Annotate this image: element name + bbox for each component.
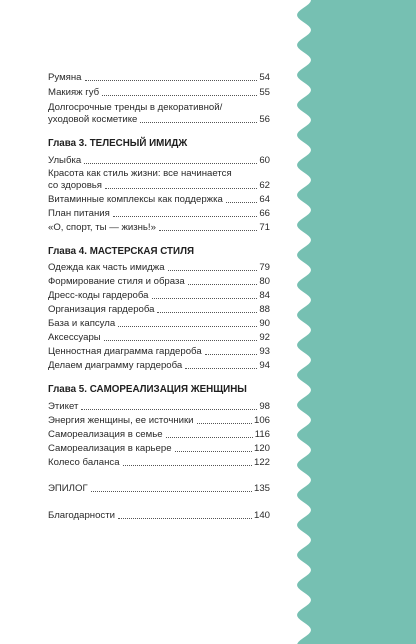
- toc-entry-page: 92: [259, 332, 270, 343]
- toc-entry: [48, 262, 270, 274]
- toc-entry-page: 122: [253, 457, 270, 468]
- toc-entry-title-line2: уходовой косметике: [48, 114, 138, 125]
- toc-entry-page: 84: [259, 290, 270, 301]
- toc-entry-page: 54: [259, 72, 270, 83]
- toc-entry: [48, 304, 270, 316]
- toc-entry: [48, 72, 270, 84]
- toc-entry-title: Румяна: [48, 72, 82, 83]
- dot-leader: [123, 465, 252, 466]
- dot-leader: [85, 80, 258, 81]
- dot-leader: [157, 312, 257, 313]
- toc-entry-title: Макияж губ: [48, 87, 100, 98]
- dot-leader: [168, 270, 258, 271]
- toc-entry-page: 60: [259, 155, 270, 166]
- toc-entry: [48, 180, 270, 192]
- toc-entry-page: 64: [259, 194, 270, 205]
- dot-leader: [152, 298, 258, 299]
- toc-entry-title: Аксессуары: [48, 332, 101, 343]
- toc-entry-page: 106: [253, 415, 270, 426]
- toc-entry-epilogue: [48, 483, 270, 495]
- toc-entry-title: Витаминные комплексы как поддержка: [48, 194, 223, 205]
- dot-leader: [118, 518, 252, 519]
- toc-entry-title: База и капсула: [48, 318, 116, 329]
- toc-entry: [48, 429, 270, 441]
- toc-entry-title: Самореализация в семье: [48, 429, 163, 440]
- dot-leader: [197, 423, 252, 424]
- toc-entry: [48, 276, 270, 288]
- toc-entry: [48, 401, 270, 413]
- toc-entry: [48, 208, 270, 220]
- toc-entry-title: Формирование стиля и образа: [48, 276, 185, 287]
- toc-entry-title: Ценностная диаграмма гардероба: [48, 346, 202, 357]
- toc-entry-page: 88: [259, 304, 270, 315]
- toc-entry-page: 80: [259, 276, 270, 287]
- toc-entry-page: 56: [259, 114, 270, 125]
- toc-entry-page: 71: [259, 222, 270, 233]
- dot-leader: [185, 368, 257, 369]
- toc-entry-acknowledgements: [48, 510, 270, 522]
- toc-entry-title: «О, спорт, ты — жизнь!»: [48, 222, 156, 233]
- toc-entry: [48, 318, 270, 330]
- toc-entry-title: Самореализация в карьере: [48, 443, 172, 454]
- toc-entry-title: План питания: [48, 208, 110, 219]
- dot-leader: [113, 216, 258, 217]
- toc-entry: [48, 87, 270, 99]
- dot-leader: [102, 95, 257, 96]
- toc-entry-title: Колесо баланса: [48, 457, 120, 468]
- toc-entry-title-line1: Долгосрочные тренды в декоративной/: [48, 102, 223, 113]
- chapter-heading: Глава 3. ТЕЛЕСНЫЙ ИМИДЖ: [48, 138, 188, 149]
- toc-entry: [48, 443, 270, 455]
- dot-leader: [81, 409, 257, 410]
- toc-entry-title: Благодарности: [48, 510, 115, 521]
- dot-leader: [105, 188, 257, 189]
- toc-entry-page: 98: [259, 401, 270, 412]
- dot-leader: [118, 326, 257, 327]
- toc-entry: [48, 346, 270, 358]
- dot-leader: [104, 340, 258, 341]
- chapter-heading: Глава 4. МАСТЕРСКАЯ СТИЛЯ: [48, 246, 194, 257]
- toc-entry-title: Улыбка: [48, 155, 82, 166]
- toc-entry-page: 135: [253, 483, 270, 494]
- toc-entry-title: Энергия женщины, ее источники: [48, 415, 194, 426]
- toc-entry: [48, 457, 270, 469]
- toc-entry-page: 93: [259, 346, 270, 357]
- toc-entry-title: Дресс-коды гардероба: [48, 290, 149, 301]
- dot-leader: [188, 284, 258, 285]
- toc-entry-title: ЭПИЛОГ: [48, 483, 88, 494]
- dot-leader: [159, 230, 257, 231]
- toc-entry: [48, 290, 270, 302]
- toc-entry: [48, 415, 270, 427]
- dot-leader: [205, 354, 258, 355]
- toc-entry-page: 79: [259, 262, 270, 273]
- toc-entry-page: 55: [259, 87, 270, 98]
- toc-entry-page: 140: [253, 510, 270, 521]
- toc-entry: [48, 155, 270, 167]
- toc-entry: [48, 194, 270, 206]
- toc-entry: [48, 360, 270, 372]
- toc-entry-title-line2: со здоровья: [48, 180, 102, 191]
- dot-leader: [91, 491, 252, 492]
- dot-leader: [140, 122, 257, 123]
- toc-entry-page: 120: [253, 443, 270, 454]
- dot-leader: [226, 202, 258, 203]
- dot-leader: [166, 437, 253, 438]
- toc-entry-title: Делаем диаграмму гардероба: [48, 360, 183, 371]
- toc-entry: [48, 114, 270, 126]
- toc-entry-page: 66: [259, 208, 270, 219]
- toc-entry-page: 116: [254, 429, 270, 440]
- toc-entry-title: Одежда как часть имиджа: [48, 262, 165, 273]
- dot-leader: [84, 163, 257, 164]
- dot-leader: [175, 451, 252, 452]
- toc-entry-title: Организация гардероба: [48, 304, 155, 315]
- toc-entry-title-line1: Красота как стиль жизни: все начинается: [48, 168, 232, 179]
- toc-entry-page: 62: [259, 180, 270, 191]
- chapter-heading: Глава 5. САМОРЕАЛИЗАЦИЯ ЖЕНЩИНЫ: [48, 384, 247, 395]
- toc-entry: [48, 332, 270, 344]
- toc-entry-page: 94: [259, 360, 270, 371]
- toc-entry-page: 90: [259, 318, 270, 329]
- toc-entry: [48, 222, 270, 234]
- toc-entry-title: Этикет: [48, 401, 79, 412]
